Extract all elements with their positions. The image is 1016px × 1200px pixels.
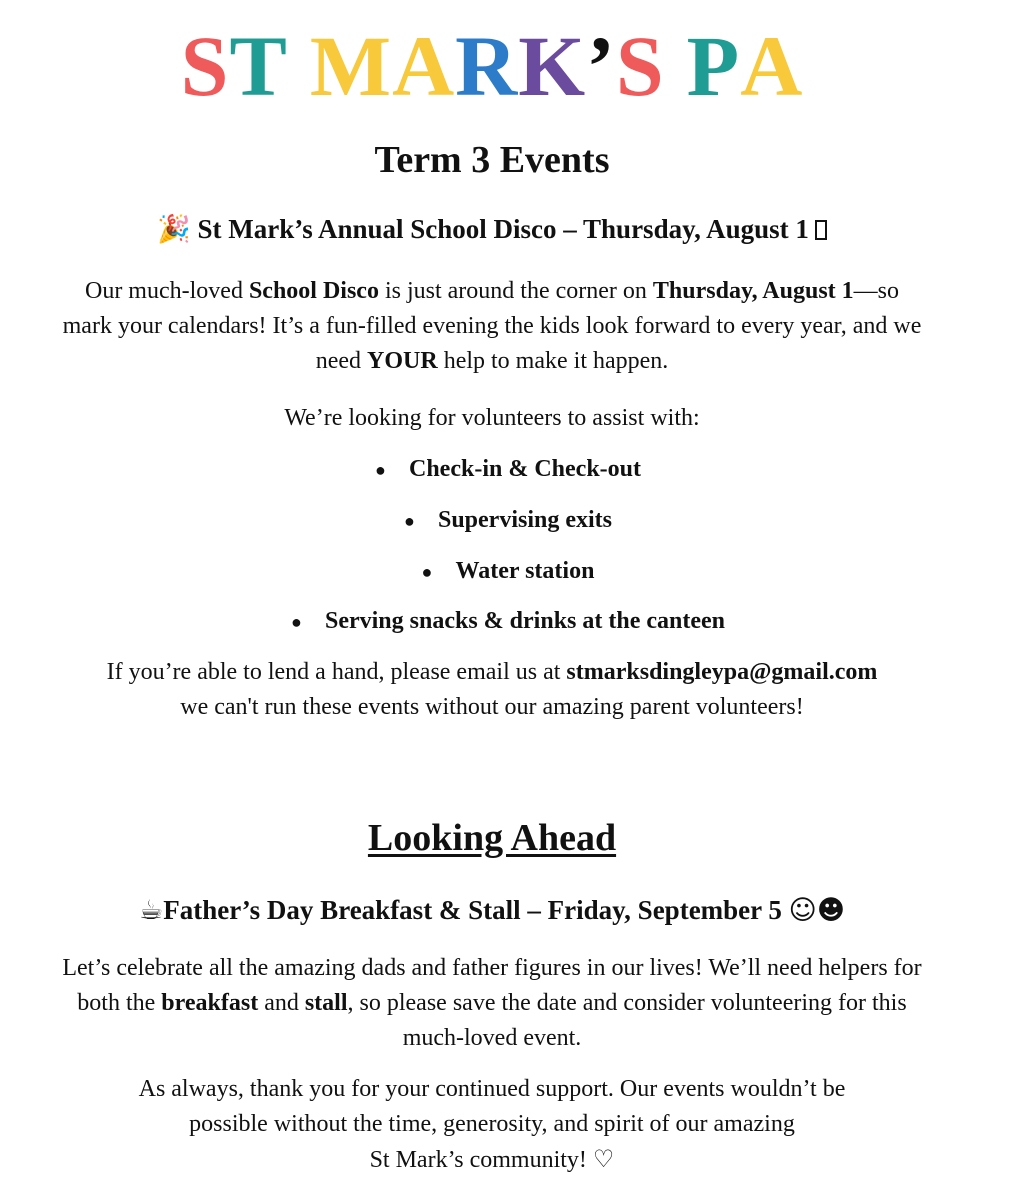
thanks-line-2: possible without the time, generosity, and spirit of our amazing xyxy=(189,1111,795,1137)
missing-glyph-icon xyxy=(815,220,827,240)
fd-text-1: Let’s celebrate all the amazing dads and father figures in our lives! We’ll need helpers for both the xyxy=(62,955,922,1016)
task-label: Serving snacks & drinks at the canteen xyxy=(324,608,726,634)
title-letter: S xyxy=(180,18,230,114)
volunteer-lead: We’re looking for volunteers to assist with: xyxy=(284,405,700,431)
fathers-day-heading xyxy=(0,893,984,928)
fd-text-3: , so please save the date and consider volunteering for this much-loved event. xyxy=(347,990,907,1051)
disco-heading xyxy=(0,212,984,247)
title-letter: T xyxy=(229,18,288,114)
coffee-cup-icon: ☕ xyxy=(139,895,164,926)
bullet-icon: ● xyxy=(421,562,433,582)
intro-text-1: Our much-loved xyxy=(84,278,249,304)
title-letter: R xyxy=(455,18,519,114)
bullet-icon: ● xyxy=(290,612,302,632)
title-letter: M xyxy=(309,18,393,114)
party-popper-icon: 🎉 xyxy=(157,214,191,245)
intro-text-2: is just around the corner on xyxy=(378,278,653,304)
task-label: Check-in & Check-out xyxy=(409,456,641,482)
bullet-icon: ● xyxy=(403,511,415,531)
intro-bold-your: YOUR xyxy=(367,348,438,374)
list-item xyxy=(0,554,1016,589)
thanks-line-3: St Mark’s community! xyxy=(369,1147,587,1173)
thanks-line-1: As always, thank you for your continued support. Our events wouldn’t be xyxy=(138,1076,846,1102)
girl-face-icon: ☻ xyxy=(816,895,845,926)
fathers-day-body xyxy=(60,951,924,1056)
task-label: Supervising exits xyxy=(437,507,613,533)
contact-email-link[interactable]: stmarksdingleypa@gmail.com xyxy=(566,659,878,685)
title-letter: ’ xyxy=(586,18,616,114)
list-item xyxy=(0,452,1016,487)
title-letter: P xyxy=(686,18,741,114)
man-face-icon: ☺ xyxy=(788,895,817,926)
intro-bold-date: Thursday, August 1 xyxy=(652,278,854,304)
title-space xyxy=(665,18,687,114)
fathers-day-heading-text: Father’s Day Breakfast & Stall – Friday, September 5 xyxy=(163,895,782,925)
intro-bold-event: School Disco xyxy=(248,278,379,304)
bullet-icon: ● xyxy=(375,460,386,480)
disco-intro xyxy=(60,274,924,379)
list-item xyxy=(0,503,1016,538)
page-title xyxy=(0,18,984,114)
term-subtitle: Term 3 Events xyxy=(374,139,610,181)
contact-text: If you’re able to lend a hand, please email us at xyxy=(106,659,567,685)
contact-paragraph xyxy=(40,655,944,725)
contact-thanks-text: we can't run these events without our amazing parent volunteers! xyxy=(180,694,804,720)
disco-heading-text: St Mark’s Annual School Disco – Thursday, August 1 xyxy=(197,214,809,244)
thanks-paragraph xyxy=(60,1072,924,1178)
white-heart-icon: ♡ xyxy=(592,1145,615,1173)
title-letter: A xyxy=(740,18,804,114)
task-label: Water station xyxy=(455,558,595,584)
title-space xyxy=(288,18,310,114)
fd-bold-breakfast: breakfast xyxy=(161,990,259,1016)
title-letter: A xyxy=(392,18,456,114)
fd-text-2: and xyxy=(258,990,305,1016)
title-letter: K xyxy=(518,18,587,114)
intro-text-3: —so mark your calendars! It’s a fun-filled evening the kids look forward to every year, and we need xyxy=(62,278,922,374)
intro-text-4: help to make it happen. xyxy=(437,348,669,374)
looking-ahead-heading: Looking Ahead xyxy=(367,817,617,859)
fd-bold-stall: stall xyxy=(304,990,348,1016)
list-item xyxy=(0,604,1016,639)
title-letter: S xyxy=(615,18,665,114)
